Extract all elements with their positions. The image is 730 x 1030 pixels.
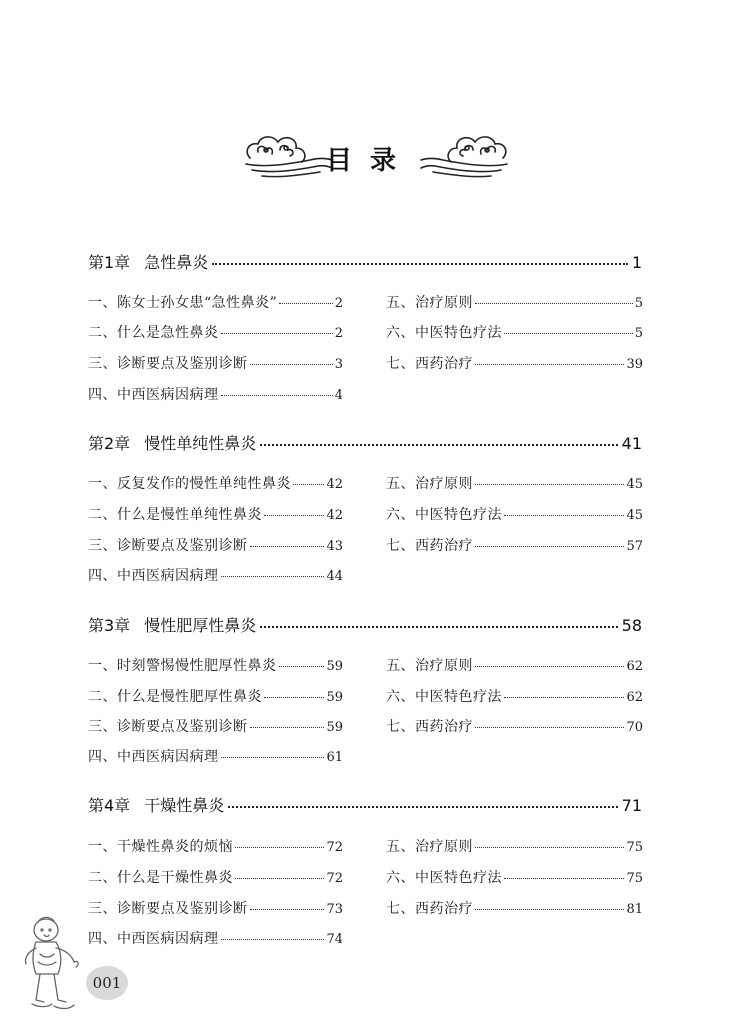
entry-title: 五、治疗原则	[386, 476, 473, 492]
toc-entry[interactable]	[386, 504, 643, 526]
leader-dots	[293, 484, 324, 485]
leader-dots	[250, 909, 325, 910]
leader-dots	[260, 444, 617, 446]
toc-entry[interactable]	[386, 473, 643, 495]
toc-entry[interactable]	[88, 322, 343, 344]
entry-title: 七、西药治疗	[386, 719, 473, 735]
entry-title: 六、中医特色疗法	[386, 689, 502, 705]
entry-page: 73	[326, 902, 343, 917]
leader-dots	[504, 697, 624, 698]
entry-page: 3	[334, 357, 343, 372]
toc-entry[interactable]	[88, 686, 343, 708]
toc-entry[interactable]	[88, 384, 343, 406]
leader-dots	[475, 364, 624, 365]
entry-page: 74	[326, 932, 343, 947]
entry-title: 三、诊断要点及鉴别诊断	[88, 538, 248, 554]
entry-page: 75	[626, 871, 643, 886]
entry-page: 42	[326, 477, 343, 492]
page-number: 001	[92, 974, 122, 992]
leader-dots	[504, 333, 633, 334]
leader-dots	[475, 484, 624, 485]
leader-dots	[475, 303, 633, 304]
leader-dots	[475, 847, 624, 848]
entry-page: 42	[326, 508, 343, 523]
entry-title: 一、反复发作的慢性单纯性鼻炎	[88, 476, 291, 492]
toc-entry[interactable]	[88, 292, 343, 314]
entry-title: 一、陈女士孙女患“急性鼻炎”	[88, 295, 278, 311]
toc-entry[interactable]	[386, 353, 643, 375]
leader-dots	[504, 515, 624, 516]
entry-title: 四、中西医病因病理	[88, 931, 219, 947]
cloud-ornament-right-icon	[418, 128, 513, 183]
leader-dots	[504, 878, 624, 879]
entry-page: 59	[326, 720, 343, 735]
entry-page: 59	[326, 659, 343, 674]
leader-dots	[221, 333, 333, 334]
entry-title: 四、中西医病因病理	[88, 387, 219, 403]
leader-dots	[221, 939, 325, 940]
child-illustration-icon	[18, 912, 88, 1017]
chapter-page: 58	[621, 616, 642, 635]
toc-entry[interactable]	[386, 836, 643, 858]
toc-entry[interactable]	[88, 504, 343, 526]
chapter-name: 干燥性鼻炎	[144, 796, 225, 815]
leader-dots	[279, 303, 332, 304]
toc-entry[interactable]	[386, 655, 643, 677]
chapter-name: 慢性单纯性鼻炎	[144, 434, 257, 453]
entry-title: 五、治疗原则	[386, 658, 473, 674]
entry-page: 2	[334, 326, 343, 341]
entry-page: 59	[326, 690, 343, 705]
entry-page: 5	[634, 296, 643, 311]
leader-dots	[250, 727, 325, 728]
chapter-name: 慢性肥厚性鼻炎	[144, 616, 257, 635]
entry-title: 六、中医特色疗法	[386, 325, 502, 341]
entry-title: 五、治疗原则	[386, 839, 473, 855]
entry-title: 四、中西医病因病理	[88, 568, 219, 584]
entry-title: 二、什么是干燥性鼻炎	[88, 870, 233, 886]
toc-entry[interactable]	[88, 898, 343, 920]
entry-page: 4	[334, 388, 343, 403]
toc-title-block	[0, 128, 730, 188]
leader-dots	[250, 546, 325, 547]
toc-entry[interactable]	[386, 686, 643, 708]
entry-title: 七、西药治疗	[386, 901, 473, 917]
chapter-number: 第3章	[88, 616, 131, 635]
toc-entry[interactable]	[88, 565, 343, 587]
entry-title: 二、什么是慢性单纯性鼻炎	[88, 507, 262, 523]
toc-entry[interactable]	[88, 535, 343, 557]
leader-dots	[279, 666, 325, 667]
leader-dots	[475, 546, 624, 547]
toc-entry[interactable]	[386, 292, 643, 314]
entry-page: 72	[326, 840, 343, 855]
leader-dots	[264, 697, 324, 698]
entry-title: 七、西药治疗	[386, 538, 473, 554]
toc-entry[interactable]	[386, 716, 643, 738]
entry-title: 五、治疗原则	[386, 295, 473, 311]
entry-page: 70	[626, 720, 643, 735]
leader-dots	[212, 263, 628, 265]
leader-dots	[475, 909, 624, 910]
leader-dots	[260, 626, 617, 628]
toc-title: 目录	[325, 146, 414, 176]
leader-dots	[475, 727, 624, 728]
entry-title: 四、中西医病因病理	[88, 749, 219, 765]
entry-page: 39	[626, 357, 643, 372]
toc-entry[interactable]	[386, 535, 643, 557]
chapter-3-heading[interactable]	[88, 613, 642, 637]
leader-dots	[250, 364, 333, 365]
entry-page: 72	[326, 871, 343, 886]
entry-title: 六、中医特色疗法	[386, 870, 502, 886]
toc-entry[interactable]	[88, 655, 343, 677]
chapter-number: 第2章	[88, 434, 131, 453]
toc-entry[interactable]	[88, 836, 343, 858]
leader-dots	[235, 847, 324, 848]
chapter-1-heading[interactable]	[88, 250, 642, 274]
toc-entry[interactable]	[88, 867, 343, 889]
entry-page: 45	[626, 477, 643, 492]
entry-page: 75	[626, 840, 643, 855]
entry-page: 43	[326, 539, 343, 554]
chapter-4-heading[interactable]	[88, 793, 642, 817]
entry-page: 44	[326, 569, 343, 584]
entry-page: 45	[626, 508, 643, 523]
leader-dots	[264, 515, 324, 516]
toc-entry[interactable]	[88, 928, 343, 950]
chapter-page: 41	[621, 434, 642, 453]
leader-dots	[228, 806, 617, 808]
toc-entry[interactable]	[88, 353, 343, 375]
toc-entry[interactable]	[88, 473, 343, 495]
entry-page: 62	[626, 659, 643, 674]
chapter-page: 1	[631, 253, 642, 272]
leader-dots	[221, 757, 325, 758]
chapter-name: 急性鼻炎	[144, 253, 209, 272]
chapter-number: 第4章	[88, 796, 131, 815]
entry-page: 62	[626, 690, 643, 705]
entry-page: 61	[326, 750, 343, 765]
leader-dots	[235, 878, 324, 879]
toc-entry[interactable]	[386, 867, 643, 889]
entry-page: 57	[626, 539, 643, 554]
entry-title: 七、西药治疗	[386, 356, 473, 372]
chapter-page: 71	[621, 796, 642, 815]
entry-title: 一、干燥性鼻炎的烦恼	[88, 839, 233, 855]
entry-title: 二、什么是急性鼻炎	[88, 325, 219, 341]
chapter-number: 第1章	[88, 253, 131, 272]
toc-entry[interactable]	[386, 322, 643, 344]
entry-title: 三、诊断要点及鉴别诊断	[88, 356, 248, 372]
entry-title: 六、中医特色疗法	[386, 507, 502, 523]
entry-page: 2	[334, 296, 343, 311]
leader-dots	[475, 666, 624, 667]
chapter-2-heading[interactable]	[88, 431, 642, 455]
toc-entry[interactable]	[88, 746, 343, 768]
entry-title: 三、诊断要点及鉴别诊断	[88, 719, 248, 735]
leader-dots	[221, 576, 325, 577]
entry-title: 三、诊断要点及鉴别诊断	[88, 901, 248, 917]
toc-entry[interactable]	[386, 898, 643, 920]
entry-page: 81	[626, 902, 643, 917]
page-number-badge	[86, 966, 128, 1000]
entry-page: 5	[634, 326, 643, 341]
leader-dots	[221, 395, 333, 396]
toc-entry[interactable]	[88, 716, 343, 738]
entry-title: 一、时刻警惕慢性肥厚性鼻炎	[88, 658, 277, 674]
entry-title: 二、什么是慢性肥厚性鼻炎	[88, 689, 262, 705]
